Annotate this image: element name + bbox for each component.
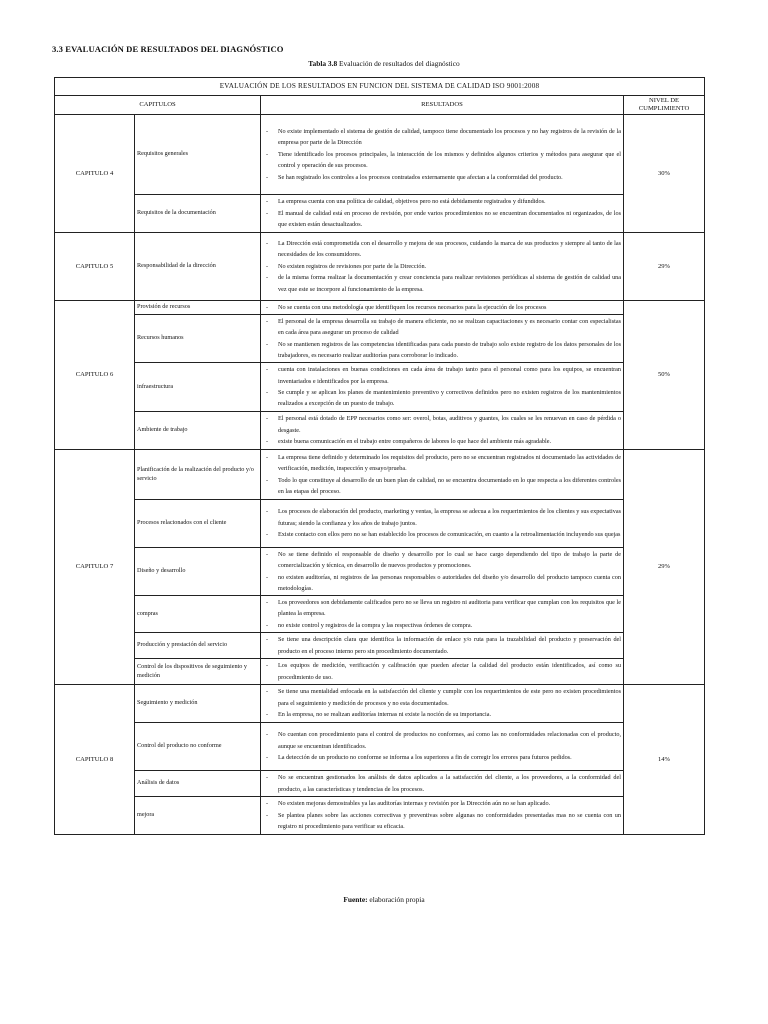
result-bullet [263, 772, 621, 795]
result-bullet [263, 475, 621, 498]
table-body [55, 115, 705, 835]
bullet-dash: - [266, 754, 269, 762]
requirement-name: Procesos relacionados con el cliente [135, 500, 261, 548]
bullet-dash: - [266, 598, 269, 606]
chapter-name: CAPITULO 8 [55, 685, 135, 835]
requirement-name: Requisitos de la documentación [135, 195, 261, 233]
result-text: Se tiene una mentalidad enfocada en la satisfacción del cliente y cumplir con los requerimientos de este pero no existen procedimientos para el seguimiento y medición de procesos y no esta documentados. [278, 688, 621, 707]
requirement-name: mejora [135, 797, 261, 835]
result-text: La Dirección está comprometida con el desarrollo y mejora de sus procesos, cuidando la marca de sus productos y siempre al tanto de las necesidades de los consumidores. [278, 239, 621, 259]
result-bullet [263, 634, 621, 657]
compliance-level: 29% [624, 450, 705, 685]
bullet-dash: - [266, 800, 269, 808]
result-text: El personal de la empresa desarrolla su trabajo de manera eficiente, no se realizan capacitaciones y es necesario contar con especialistas en cada área para asegurar un proceso de calidad [278, 317, 621, 337]
bullet-dash: - [266, 621, 269, 629]
requirement-name: Análisis de datos [135, 771, 261, 797]
results-cell [261, 301, 624, 315]
results-cell [261, 797, 624, 835]
result-text: La empresa cuenta con una política de calidad, objetivos pero no está debidamente registrados y difundidos. [278, 198, 546, 206]
requirement-name: Control de los dispositivos de seguimiento y medición [135, 659, 261, 685]
result-bullet [263, 149, 621, 172]
bullet-dash: - [266, 731, 269, 739]
table-caption-text: Evaluación de resultados del diagnóstico [337, 59, 460, 68]
result-text: Se han registrado los controles a los procesos contratados externamente que afectan a la conformidad del producto. [278, 173, 563, 181]
chapter-name: CAPITULO 4 [55, 115, 135, 233]
table-row [55, 233, 705, 301]
results-cell [261, 659, 624, 685]
result-bullet [263, 387, 621, 410]
result-bullet [263, 597, 621, 620]
chapter-name: CAPITULO 6 [55, 301, 135, 450]
result-bullet [263, 172, 621, 183]
requirement-name: Seguimiento y medición [135, 685, 261, 723]
requirement-name: compras [135, 596, 261, 633]
requirement-name: Ambiente de trabajo [135, 412, 261, 450]
result-bullet [263, 686, 621, 709]
bullet-dash: - [266, 415, 269, 423]
table-row [55, 596, 705, 633]
column-header-capitulos: CAPITULOS [55, 96, 261, 115]
table-caption-label: Tabla 3.8 [308, 59, 338, 68]
result-text: Tiene identificado los procesos principales, la interacción de los mismos y definidos algunos criterios y métodos para asegurar que el control y operación de sus procesos. [278, 150, 621, 170]
chapter-name: CAPITULO 7 [55, 450, 135, 685]
bullet-dash: - [266, 662, 269, 670]
results-cell [261, 685, 624, 723]
results-cell [261, 450, 624, 500]
result-text: cuenta con instalaciones en buenas condiciones en cada área de trabajo tanto para el personal como para los equipos, se encuentran inventariados e identificados por la empresa. [278, 366, 621, 385]
bullet-dash: - [266, 209, 269, 217]
result-bullet [263, 660, 621, 683]
result-text: No se cuenta con una metodología que identifiquen los recursos necesarios para la ejecución de los procesos [278, 303, 547, 311]
bullet-dash: - [266, 774, 269, 782]
table-row [55, 450, 705, 500]
bullet-dash: - [266, 262, 269, 270]
requirement-name: Planificación de la realización del producto y/o servicio [135, 450, 261, 500]
table-row [55, 771, 705, 797]
bullet-dash: - [266, 317, 269, 325]
result-text: Se cumple y se aplican los planes de mantenimiento preventivo y correctivos definidos pero no existen registros de los mantenimientos realizados a excepción de un puesto de trabajo. [278, 389, 621, 408]
result-text: Los proveedores son debidamente calificados pero no se lleva un registro ni auditoria para verificar que cumplan con los requisitos que le plantea la empresa. [278, 598, 621, 618]
results-cell [261, 500, 624, 548]
table-row [55, 633, 705, 659]
table-row [55, 115, 705, 195]
result-bullet [263, 810, 621, 833]
result-bullet [263, 339, 621, 362]
bullet-dash: - [266, 508, 269, 516]
result-text: de la misma forma realizar la documentación y crear conciencia para realizar revisiones periódicas al sistema de gestión de calidad una vez que este se incorpore al funcionamiento de la empresa. [278, 274, 621, 293]
source-note [0, 895, 768, 904]
results-cell [261, 633, 624, 659]
result-text: No existen mejoras demostrables ya las auditorías internas y revisión por la Dirección aún no se han aplicado. [278, 800, 551, 808]
results-cell [261, 363, 624, 412]
requirement-name: Responsabilidad de la dirección [135, 233, 261, 301]
bullet-dash: - [266, 274, 269, 282]
result-text: No existen registros de revisiones por parte de la Dirección. [278, 262, 427, 270]
table-row [55, 412, 705, 450]
bullet-dash: - [266, 711, 269, 719]
result-text: No se mantienen registros de las competencias identificadas para cada puesto de trabajo solo existe registro de los datos personales de los trabajadores, es necesario realizar auditorías para corroborar lo indicado. [278, 340, 621, 359]
bullet-dash: - [266, 550, 269, 558]
results-cell [261, 412, 624, 450]
result-bullet [263, 752, 621, 763]
result-text: no existe control y registros de la compra y las respectivas órdenes de compra. [278, 621, 473, 629]
result-text: Existe contacto con ellos pero no se han establecido los procesos de comunicación, en cuanto a la retroalimentación incluyendo sus quejas [278, 531, 621, 539]
result-bullet [263, 506, 621, 529]
result-text: existe buena comunicación en el trabajo entre compañeros de labores lo que hace del ambiente más agradable. [278, 438, 551, 446]
result-text: La detección de un producto no conforme se informa a los superiores a fin de corregir los errores para futuros pedidos. [278, 754, 572, 762]
table-row [55, 363, 705, 412]
bullet-dash: - [266, 389, 269, 396]
bullet-dash: - [266, 811, 269, 819]
column-header-nivel: NIVEL DE CUMPLIMIENTO [624, 96, 705, 115]
table-row [55, 315, 705, 363]
result-text: El manual de calidad está en proceso de revisión, por ende varios procedimientos no se encuentran documentados ni organizados, de los que existen están desactualizados. [278, 209, 621, 229]
bullet-dash: - [266, 573, 269, 581]
result-bullet [263, 529, 621, 540]
result-text: Se plantea planes sobre las acciones correctivas y preventivas sobre algunas no conformidades presentadas mas no se cuenta con un registro ni procedimiento para verificar su eficacia. [278, 811, 621, 831]
result-bullet [263, 709, 621, 720]
result-text: La empresa tiene definido y determinado los requisitos del producto, pero no se encuentran registrados ni documentado las actividades de verificación, medición, inspección y ensayo/prueba. [278, 453, 621, 473]
result-bullet [263, 452, 621, 475]
result-text: En la empresa, no se realizan auditorías internas ni existe la noción de su importancia. [278, 711, 492, 719]
table-row [55, 301, 705, 315]
result-bullet [263, 208, 621, 231]
compliance-level: 30% [624, 115, 705, 233]
bullet-dash: - [266, 239, 269, 247]
result-bullet [263, 620, 621, 631]
table-title: EVALUACIÓN DE LOS RESULTADOS EN FUNCION DEL SISTEMA DE CALIDAD ISO 9001:2008 [55, 78, 705, 96]
table-row [55, 659, 705, 685]
result-bullet [263, 413, 621, 436]
bullet-dash: - [266, 127, 269, 135]
results-cell [261, 596, 624, 633]
bullet-dash: - [266, 688, 269, 696]
bullet-dash: - [266, 476, 269, 484]
evaluation-table [54, 77, 705, 835]
requirement-name: Producción y prestación del servicio [135, 633, 261, 659]
result-text: Se tiene una descripción clara que identifica la información de enlace y/o ruta para la trazabilidad del producto y preservación del producto en el proceso interno pero sin procedimiento documentado. [278, 636, 621, 655]
bullet-dash: - [266, 636, 269, 644]
chapter-name: CAPITULO 5 [55, 233, 135, 301]
source-text: elaboración propia [367, 895, 425, 904]
result-text: Los procesos de elaboración del producto, marketing y ventas, la empresa se adecua a los requerimientos de los clientes y sus expectativas futuras; siendo la confianza y los años de trabajo juntos. [278, 508, 621, 527]
bullet-dash: - [266, 366, 269, 374]
results-cell [261, 233, 624, 301]
results-cell [261, 115, 624, 195]
results-cell [261, 548, 624, 596]
requirement-name: Provisión de recursos [135, 301, 261, 315]
table-caption [0, 59, 768, 68]
compliance-level: 29% [624, 233, 705, 301]
result-bullet [263, 798, 621, 809]
result-bullet [263, 549, 621, 572]
result-bullet [263, 261, 621, 272]
bullet-dash: - [266, 340, 269, 348]
requirement-name: Requisitos generales [135, 115, 261, 195]
section-heading: 3.3 EVALUACIÓN DE RESULTADOS DEL DIAGNÓSTICO [52, 44, 284, 54]
result-text: Los equipos de medición, verificación y calibración que pueden afectar la calidad del producto están identificados, así como su procedimiento de uso. [278, 662, 621, 681]
result-text: El personal está dotado de EPP necesarios como ser: overol, botas, auditivos y guantes, los cuales se les renuevan en caso de pérdida o desgaste. [278, 415, 621, 434]
result-text: No se tiene definido el responsable de diseño y desarrollo por lo cual se hace cargo dependiendo del tipo de trabajo la parte de comercialización y técnica, en desarrollo de nuevos productos y promociones. [278, 550, 621, 570]
requirement-name: Diseño y desarrollo [135, 548, 261, 596]
table-row [55, 685, 705, 723]
requirement-name: infraestructura [135, 363, 261, 412]
result-text: No existe implementado el sistema de gestión de calidad, tampoco tiene documentado los procesos y no hay registros de la revisión de la empresa por parte de la Dirección [278, 127, 621, 147]
result-text: No cuentan con procedimiento para el control de productos no conformes, así como las no conformidades relacionadas con el producto, aunque se encuentran identificados. [278, 731, 621, 750]
table-row [55, 723, 705, 771]
result-text: No se encuentran gestionados los análisis de datos aplicados a la satisfacción del cliente, a los proveedores, a la conformidad del producto, a las características y tendencias de los procesos. [278, 774, 621, 793]
result-bullet [263, 126, 621, 149]
bullet-dash: - [266, 150, 269, 158]
compliance-level: 14% [624, 685, 705, 835]
result-bullet [263, 729, 621, 752]
table-row [55, 195, 705, 233]
result-bullet [263, 316, 621, 339]
result-bullet [263, 272, 621, 295]
results-cell [261, 723, 624, 771]
compliance-level: 50% [624, 301, 705, 450]
bullet-dash: - [266, 303, 269, 311]
result-text: Todo lo que constituye al desarrollo de un buen plan de calidad, no se encuentra documentado en lo que respecta a los diferentes controles en las etapas del proceso. [278, 476, 621, 495]
bullet-dash: - [266, 531, 269, 539]
result-bullet [263, 364, 621, 387]
requirement-name: Recursos humanos [135, 315, 261, 363]
bullet-dash: - [266, 438, 269, 446]
result-bullet [263, 436, 621, 447]
result-text: no existen auditorías, ni registros de las personas responsables o autoridades del diseño y/o desarrollo del producto tampoco cuenta con metodologías. [278, 573, 621, 592]
bullet-dash: - [266, 198, 269, 206]
table-row [55, 548, 705, 596]
results-cell [261, 195, 624, 233]
bullet-dash: - [266, 453, 269, 461]
table-row [55, 797, 705, 835]
result-bullet [263, 196, 621, 207]
results-cell [261, 315, 624, 363]
result-bullet [263, 572, 621, 595]
result-bullet [263, 302, 621, 313]
requirement-name: Control del producto no conforme [135, 723, 261, 771]
results-cell [261, 771, 624, 797]
column-header-resultados: RESULTADOS [261, 96, 624, 115]
result-bullet [263, 238, 621, 261]
table-row [55, 500, 705, 548]
source-label: Fuente: [343, 895, 368, 904]
bullet-dash: - [266, 173, 269, 181]
